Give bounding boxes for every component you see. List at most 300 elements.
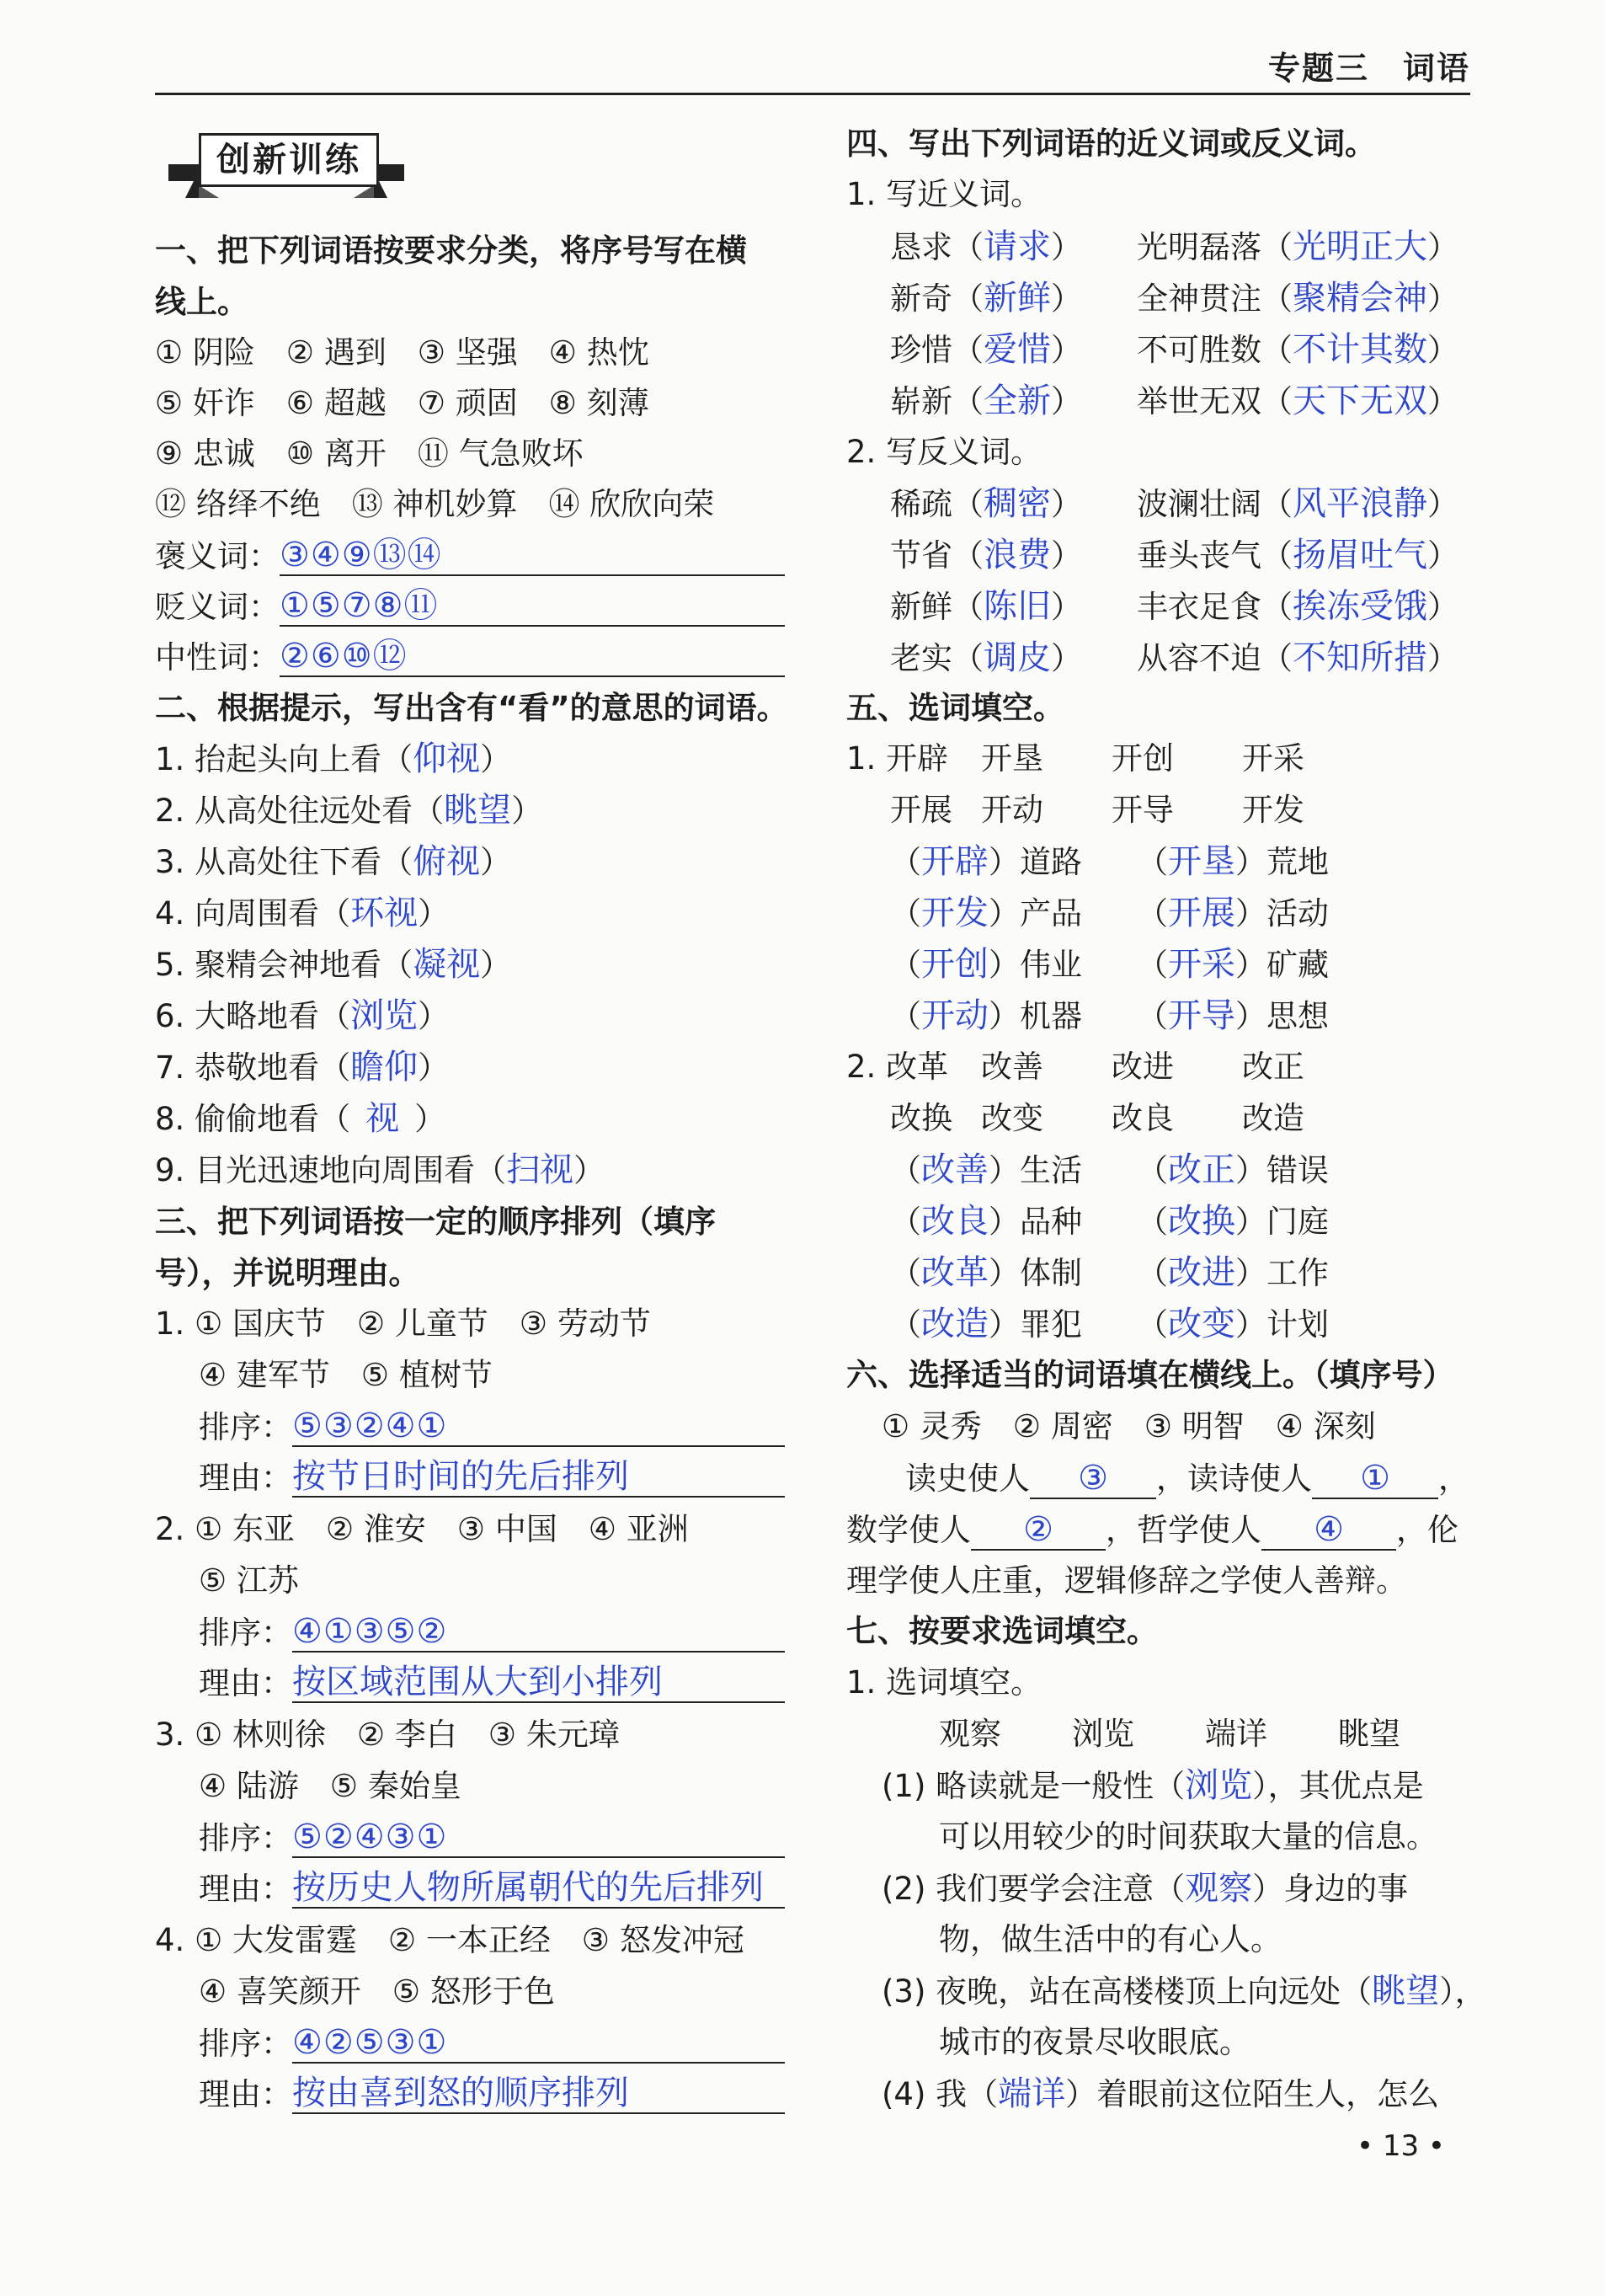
open-paren: （ — [890, 947, 921, 983]
s7-q2-cont: 物，做生活中的有心人。 — [939, 1921, 1282, 1957]
close-paren: ） — [1235, 1306, 1266, 1343]
word: 新奇（ — [890, 280, 984, 317]
s7-text: ）身边的事 — [1252, 1871, 1409, 1907]
s2-question: 9. 目光迅速地向周围看（ — [155, 1152, 507, 1188]
fill-target: 产品 — [1020, 895, 1082, 932]
fill-target: 机器 — [1020, 998, 1082, 1034]
s3-item4-order-row — [199, 2023, 785, 2064]
fill-row — [890, 842, 1082, 882]
antonym-row — [890, 638, 1082, 678]
word: 不可胜数（ — [1137, 332, 1293, 368]
s7-answer[interactable]: 浏览 — [1185, 1766, 1253, 1805]
close-paren: ） — [1235, 844, 1266, 880]
fill-answer[interactable]: 改进 — [1168, 1253, 1235, 1292]
open-paren: （ — [1137, 1152, 1168, 1188]
s2-answer[interactable]: 扫视 — [506, 1151, 574, 1189]
page-number: • 13 • — [1357, 2129, 1445, 2163]
antonym-answer[interactable]: 挨冻受饿 — [1293, 587, 1427, 626]
running-head: 专题三 词语 — [1267, 50, 1470, 87]
synonym-answer[interactable]: 新鲜 — [984, 279, 1051, 318]
s2-answer[interactable]: 瞻仰 — [350, 1048, 419, 1087]
synonym-row — [1137, 227, 1458, 267]
word: 光明磊落（ — [1137, 229, 1293, 265]
order-label: 排序： — [199, 1820, 292, 1856]
word: 从容不迫（ — [1137, 640, 1293, 676]
s2-close: ） — [573, 1152, 605, 1188]
fill-row — [1137, 1202, 1329, 1241]
close-paren: ） — [1051, 332, 1082, 368]
s5-g1-words2 — [890, 791, 1304, 830]
close-paren: ） — [989, 1255, 1020, 1291]
open-paren: （ — [890, 895, 921, 932]
s2-answer[interactable]: 凝视 — [413, 945, 481, 984]
synonym-row — [1137, 330, 1458, 370]
word: 珍惜（ — [890, 332, 984, 368]
antonym-row — [1137, 638, 1458, 678]
word-option: 开动 — [981, 792, 1043, 828]
word-option: 改良 — [1112, 1100, 1174, 1136]
antonym-answer[interactable]: 浪费 — [984, 536, 1051, 574]
fill-target: 品种 — [1020, 1204, 1082, 1240]
s7-q3-cont: 城市的夜景尽收眼底。 — [939, 2024, 1250, 2060]
close-paren: ） — [1235, 1152, 1266, 1188]
word: 恳求（ — [890, 229, 984, 265]
reason-answer-field[interactable]: 按区域范围从大到小排列 — [292, 1663, 785, 1703]
s2-item — [155, 1151, 605, 1190]
s2-question: 1. 抬起头向上看（ — [155, 741, 413, 777]
synonym-answer[interactable]: 天下无双 — [1293, 382, 1427, 420]
close-paren: ） — [1051, 229, 1082, 265]
order-label: 排序： — [199, 1409, 292, 1445]
open-paren: （ — [890, 1204, 921, 1240]
s1-words-row1: ① 阴险 ② 遇到 ③ 坚强 ④ 热忱 — [155, 334, 649, 371]
s4-sub1: 1. 写近义词。 — [846, 176, 1042, 212]
fill-target: 荒地 — [1266, 844, 1329, 880]
fill-answer[interactable]: 开动 — [921, 996, 989, 1035]
word-option: 开创 — [1112, 740, 1174, 777]
s2-answer[interactable]: 仰视 — [413, 740, 481, 778]
s3-item2-options: 2. ① 东亚 ② 淮安 ③ 中国 ④ 亚洲 — [155, 1511, 689, 1547]
synonym-answer[interactable]: 聚精会神 — [1293, 279, 1427, 318]
s3-item4-reason-row — [199, 2074, 785, 2114]
fill-target: 伟业 — [1020, 947, 1082, 983]
order-label: 排序： — [199, 2026, 292, 2062]
fill-target: 道路 — [1020, 844, 1082, 880]
close-paren: ） — [1051, 589, 1082, 625]
open-paren: （ — [1137, 1204, 1168, 1240]
antonym-row — [1137, 587, 1458, 627]
close-paren: ） — [1427, 332, 1458, 368]
word: 垂头丧气（ — [1137, 537, 1293, 574]
word-option: 观察 — [939, 1716, 1001, 1752]
s2-item — [155, 945, 511, 985]
s6-answer-field[interactable]: ④ — [1261, 1510, 1396, 1551]
antonym-row — [1137, 484, 1458, 524]
close-paren: ） — [1235, 1255, 1266, 1291]
banner-label: 创新训练 — [199, 133, 379, 187]
order-answer-field[interactable]: ⑤②④③① — [292, 1818, 785, 1858]
s2-close: ） — [418, 998, 450, 1034]
fill-answer[interactable]: 改良 — [921, 1202, 989, 1241]
s6-answer-field[interactable]: ③ — [1030, 1459, 1156, 1499]
fill-answer[interactable]: 改造 — [921, 1305, 989, 1343]
open-paren: （ — [1137, 895, 1168, 932]
open-paren: （ — [890, 1255, 921, 1291]
close-paren: ） — [989, 947, 1020, 983]
close-paren: ） — [1427, 383, 1458, 419]
word: 老实（ — [890, 640, 984, 676]
s6-options: ① 灵秀 ② 周密 ③ 明智 ④ 深刻 — [882, 1408, 1376, 1444]
s1-neutral-row — [155, 637, 785, 677]
s2-question: 4. 向周围看（ — [155, 895, 351, 932]
s2-close: ） — [414, 1101, 446, 1137]
s5-g2-words1 — [846, 1048, 1304, 1087]
close-paren: ） — [1051, 280, 1082, 317]
s2-question: 6. 大略地看（ — [155, 998, 351, 1034]
open-paren: （ — [1137, 844, 1168, 880]
fill-row — [1137, 945, 1329, 985]
close-paren: ） — [1427, 229, 1458, 265]
reason-answer-field[interactable]: 按历史人物所属朝代的先后排列 — [292, 1868, 785, 1909]
s2-item — [155, 842, 511, 882]
s7-q2 — [882, 1869, 1408, 1909]
antonym-row — [890, 484, 1082, 524]
s6-text: ，哲学使人 — [1106, 1512, 1261, 1548]
order-label: 排序： — [199, 1615, 292, 1651]
s6-text: 数学使人 — [846, 1512, 971, 1548]
s3-item4-options-cont: ④ 喜笑颜开 ⑤ 怒形于色 — [199, 1973, 555, 2010]
antonym-row — [1137, 536, 1458, 575]
synonym-answer[interactable]: 爱惜 — [984, 330, 1051, 369]
word-option: 改进 — [1112, 1049, 1174, 1085]
order-answer-field[interactable]: ④①③⑤② — [292, 1612, 785, 1653]
s2-item — [155, 791, 542, 830]
s3-item3-order-row — [199, 1818, 785, 1858]
s2-question: 2. 从高处往远处看（ — [155, 793, 445, 829]
s1-words-row3: ⑨ 忠诚 ⑩ 离开 ⑪ 气急败坏 — [155, 435, 584, 472]
fill-answer[interactable]: 开创 — [921, 945, 989, 984]
word-option: 开导 — [1112, 792, 1174, 828]
s7-title: 七、按要求选词填空。 — [846, 1613, 1158, 1649]
open-paren: （ — [890, 1152, 921, 1188]
derog-answer-field[interactable]: ①⑤⑦⑧⑪ — [280, 586, 785, 627]
praise-answer-field[interactable]: ③④⑨⑬⑭ — [280, 536, 785, 576]
fill-row — [1137, 1253, 1329, 1293]
word: 节省（ — [890, 537, 984, 574]
close-paren: ） — [1051, 486, 1082, 522]
fill-row — [1137, 1305, 1329, 1344]
fill-target: 罪犯 — [1020, 1306, 1082, 1343]
s6-answer-field[interactable]: ② — [971, 1510, 1106, 1551]
close-paren: ） — [1051, 537, 1082, 574]
fill-target: 门庭 — [1266, 1204, 1329, 1240]
synonym-answer[interactable]: 光明正大 — [1293, 227, 1427, 266]
s4-sub2: 2. 写反义词。 — [846, 434, 1042, 470]
s1-derog-row — [155, 586, 785, 627]
s2-question: 5. 聚精会神地看（ — [155, 947, 413, 983]
word: 全神贯注（ — [1137, 280, 1293, 317]
s7-q3 — [882, 1972, 1486, 2011]
s1-title: 一、把下列词语按要求分类，将序号写在横 — [155, 232, 747, 269]
s3-item3-reason-row — [199, 1868, 785, 1909]
s7-answer[interactable]: 端详 — [998, 2074, 1066, 2113]
fill-row — [890, 1253, 1082, 1293]
s2-item — [155, 1099, 445, 1139]
s6-line2 — [846, 1510, 1458, 1551]
synonym-row — [890, 227, 1082, 267]
s7-text: ）， — [1439, 1973, 1486, 2010]
synonym-answer[interactable]: 请求 — [984, 227, 1051, 266]
praise-label: 褒义词： — [155, 538, 280, 574]
close-paren: ） — [989, 844, 1020, 880]
close-paren: ） — [1235, 1204, 1266, 1240]
close-paren: ） — [1427, 589, 1458, 625]
s3-item1-reason-row — [199, 1457, 785, 1498]
s2-item — [155, 996, 449, 1036]
s2-item — [155, 1048, 449, 1087]
open-paren: （ — [1137, 998, 1168, 1034]
s6-line1 — [905, 1459, 1469, 1499]
reason-label: 理由： — [199, 2076, 292, 2112]
s3-item1-options: 1. ① 国庆节 ② 儿童节 ③ 劳动节 — [155, 1306, 651, 1342]
s2-item — [155, 894, 449, 933]
fill-row — [1137, 842, 1329, 882]
s3-item1-order-row — [199, 1407, 785, 1447]
open-paren: （ — [890, 1306, 921, 1343]
s7-words — [939, 1715, 1400, 1754]
word: 新鲜（ — [890, 589, 984, 625]
close-paren: ） — [989, 998, 1020, 1034]
word-option: 浏览 — [1072, 1716, 1134, 1752]
s7-text: ），其优点是 — [1252, 1768, 1424, 1804]
s1-words-row2: ⑤ 奸诈 ⑥ 超越 ⑦ 顽固 ⑧ 刻薄 — [155, 385, 649, 421]
fill-row — [890, 894, 1082, 933]
reason-answer-field[interactable]: 按由喜到怒的顺序排列 — [292, 2074, 785, 2114]
fill-target: 活动 — [1266, 895, 1329, 932]
fill-answer[interactable]: 开导 — [1168, 996, 1235, 1035]
word: 丰衣足食（ — [1137, 589, 1293, 625]
antonym-answer[interactable]: 扬眉吐气 — [1293, 536, 1427, 574]
fill-row — [890, 996, 1082, 1036]
s7-q4 — [882, 2074, 1439, 2114]
synonym-answer[interactable]: 全新 — [984, 382, 1051, 420]
word-option: 改换 — [890, 1100, 952, 1136]
s6-title: 六、选择适当的词语填在横线上。（填序号） — [846, 1357, 1454, 1393]
fill-answer[interactable]: 开发 — [921, 894, 989, 932]
s6-text: ， — [1438, 1460, 1469, 1497]
s1-words-row4: ⑫ 络绎不绝 ⑬ 神机妙算 ⑭ 欣欣向荣 — [155, 486, 715, 522]
close-paren: ） — [1051, 640, 1082, 676]
s6-text: ，伦 — [1396, 1512, 1458, 1548]
open-paren: （ — [1137, 1255, 1168, 1291]
s2-answer[interactable]: 环视 — [350, 894, 419, 932]
synonym-row — [890, 279, 1082, 318]
s2-close: ） — [511, 793, 543, 829]
s7-text: (4) 我（ — [882, 2076, 999, 2112]
close-paren: ） — [1427, 280, 1458, 317]
antonym-answer[interactable]: 风平浪静 — [1293, 484, 1427, 523]
s7-text: ）着眼前这位陌生人，怎么 — [1065, 2076, 1440, 2112]
fill-row — [890, 1202, 1082, 1241]
s3-item3-options-cont: ④ 陆游 ⑤ 秦始皇 — [199, 1768, 461, 1804]
fill-answer[interactable]: 开垦 — [1168, 842, 1235, 881]
s2-close: ） — [480, 844, 512, 880]
fill-answer[interactable]: 改换 — [1168, 1202, 1235, 1241]
reason-label: 理由： — [199, 1460, 292, 1496]
s2-close: ） — [480, 947, 512, 983]
reason-label: 理由： — [199, 1871, 292, 1907]
s7-answer[interactable]: 眺望 — [1372, 1972, 1440, 2010]
close-paren: ） — [1427, 640, 1458, 676]
fill-target: 错误 — [1266, 1152, 1329, 1188]
open-paren: （ — [890, 998, 921, 1034]
fill-row — [1137, 894, 1329, 933]
open-paren: （ — [1137, 947, 1168, 983]
fill-answer[interactable]: 改变 — [1168, 1305, 1235, 1343]
s5-title: 五、选词填空。 — [846, 690, 1064, 726]
word: 波澜壮阔（ — [1137, 486, 1293, 522]
fill-row — [890, 1151, 1082, 1190]
fill-target: 体制 — [1020, 1255, 1082, 1291]
s2-question: 7. 恭敬地看（ — [155, 1049, 351, 1086]
synonym-row — [890, 330, 1082, 370]
word: 稀疏（ — [890, 486, 984, 522]
s2-close: ） — [418, 1049, 450, 1086]
s2-item — [155, 740, 511, 779]
close-paren: ） — [1427, 537, 1458, 574]
s7-q1-cont: 可以用较少的时间获取大量的信息。 — [939, 1818, 1437, 1855]
antonym-answer[interactable]: 调皮 — [984, 638, 1051, 677]
close-paren: ） — [989, 895, 1020, 932]
word-option: 开采 — [1242, 740, 1304, 777]
open-paren: （ — [890, 844, 921, 880]
fill-row — [1137, 996, 1329, 1036]
s5-g1-words1 — [846, 740, 1304, 778]
close-paren: ） — [1235, 947, 1266, 983]
close-paren: ） — [1427, 486, 1458, 522]
open-paren: （ — [1137, 1306, 1168, 1343]
s3-title: 三、把下列词语按一定的顺序排列（填序 — [155, 1204, 716, 1240]
s2-answer[interactable]: 眺望 — [444, 791, 512, 830]
fill-row — [1137, 1151, 1329, 1190]
fill-target: 计划 — [1266, 1306, 1329, 1343]
s6-line3: 理学使人庄重，逻辑修辞之学使人善辩。 — [846, 1562, 1407, 1599]
order-answer-field[interactable]: ④②⑤③① — [292, 2023, 785, 2064]
word-option: 开展 — [890, 792, 952, 828]
s7-text: (2) 我们要学会注意（ — [882, 1871, 1186, 1907]
fill-answer[interactable]: 改正 — [1168, 1151, 1235, 1189]
s5-g2-words2 — [890, 1099, 1304, 1138]
word: 举世无双（ — [1137, 383, 1293, 419]
s2-answer[interactable]: 视 — [365, 1099, 400, 1138]
s2-answer[interactable]: 浏览 — [350, 996, 419, 1035]
fill-answer[interactable]: 开展 — [1168, 894, 1235, 932]
synonym-answer[interactable]: 不计其数 — [1293, 330, 1427, 369]
neutral-label: 中性词： — [155, 639, 280, 675]
s2-question: 3. 从高处往下看（ — [155, 844, 413, 880]
derog-label: 贬义词： — [155, 589, 280, 625]
header-rule — [155, 93, 1470, 95]
fill-row — [890, 945, 1082, 985]
s7-text: (1) 略读就是一般性（ — [882, 1768, 1186, 1804]
reason-answer-field[interactable]: 按节日时间的先后排列 — [292, 1457, 785, 1498]
word-option: 2. 改革 — [846, 1049, 949, 1085]
s1-title-cont: 线上。 — [155, 284, 248, 320]
antonym-answer[interactable]: 不知所措 — [1293, 638, 1427, 677]
synonym-row — [1137, 382, 1458, 421]
fill-answer[interactable]: 改革 — [921, 1253, 989, 1292]
word-option: 端详 — [1205, 1716, 1267, 1752]
s3-item2-options-cont: ⑤ 江苏 — [199, 1562, 299, 1599]
close-paren: ） — [1235, 998, 1266, 1034]
s2-title: 二、根据提示，写出含有“看”的意思的词语。 — [155, 690, 788, 726]
section-banner — [160, 118, 413, 219]
s3-item2-reason-row — [199, 1663, 785, 1703]
close-paren: ） — [1051, 383, 1082, 419]
fill-row — [890, 1305, 1082, 1344]
fill-target: 矿藏 — [1266, 947, 1329, 983]
s1-praise-row — [155, 536, 785, 576]
word-option: 改造 — [1242, 1100, 1304, 1136]
s7-q1 — [882, 1766, 1424, 1806]
s3-title-cont: 号），并说明理由。 — [155, 1255, 420, 1291]
synonym-row — [890, 382, 1082, 421]
antonym-answer[interactable]: 稠密 — [984, 484, 1051, 523]
order-answer-field[interactable]: ⑤③②④① — [292, 1407, 785, 1447]
fill-target: 思想 — [1266, 998, 1329, 1034]
word: 崭新（ — [890, 383, 984, 419]
antonym-row — [890, 587, 1082, 627]
s2-close: ） — [418, 895, 450, 932]
fill-target: 工作 — [1266, 1255, 1329, 1291]
synonym-row — [1137, 279, 1458, 318]
s2-close: ） — [480, 741, 512, 777]
antonym-answer[interactable]: 陈旧 — [984, 587, 1051, 626]
fill-target: 生活 — [1020, 1152, 1082, 1188]
fill-answer[interactable]: 开辟 — [921, 842, 989, 881]
s4-title: 四、写出下列词语的近义词或反义词。 — [846, 125, 1376, 162]
s6-answer-field[interactable]: ① — [1312, 1459, 1438, 1499]
s3-item1-options-cont: ④ 建军节 ⑤ 植树节 — [199, 1357, 493, 1393]
s2-answer[interactable]: 俯视 — [413, 842, 481, 881]
word-option: 改变 — [981, 1100, 1043, 1136]
s3-item4-options: 4. ① 大发雷霆 ② 一本正经 ③ 怒发冲冠 — [155, 1922, 744, 1958]
fill-answer[interactable]: 开采 — [1168, 945, 1235, 984]
close-paren: ） — [989, 1204, 1020, 1240]
s2-question: 8. 偷偷地看（ — [155, 1101, 351, 1137]
antonym-row — [890, 536, 1082, 575]
word-option: 改正 — [1242, 1049, 1304, 1085]
s6-text: ，读诗使人 — [1156, 1460, 1312, 1497]
word-option: 开发 — [1242, 792, 1304, 828]
close-paren: ） — [989, 1306, 1020, 1343]
word-option: 开垦 — [981, 740, 1043, 777]
fill-answer[interactable]: 改善 — [921, 1151, 989, 1189]
word-option: 眺望 — [1338, 1716, 1400, 1752]
s7-sub1: 1. 选词填空。 — [846, 1664, 1042, 1701]
neutral-answer-field[interactable]: ②⑥⑩⑫ — [280, 637, 785, 677]
close-paren: ） — [989, 1152, 1020, 1188]
close-paren: ） — [1235, 895, 1266, 932]
s3-item3-options: 3. ① 林则徐 ② 李白 ③ 朱元璋 — [155, 1717, 620, 1753]
reason-label: 理由： — [199, 1665, 292, 1701]
s3-item2-order-row — [199, 1612, 785, 1653]
word-option: 1. 开辟 — [846, 740, 949, 777]
s7-answer[interactable]: 观察 — [1185, 1869, 1253, 1908]
s6-text: 读史使人 — [905, 1460, 1030, 1497]
s7-text: (3) 夜晚，站在高楼楼顶上向远处（ — [882, 1973, 1373, 2010]
word-option: 改善 — [981, 1049, 1043, 1085]
